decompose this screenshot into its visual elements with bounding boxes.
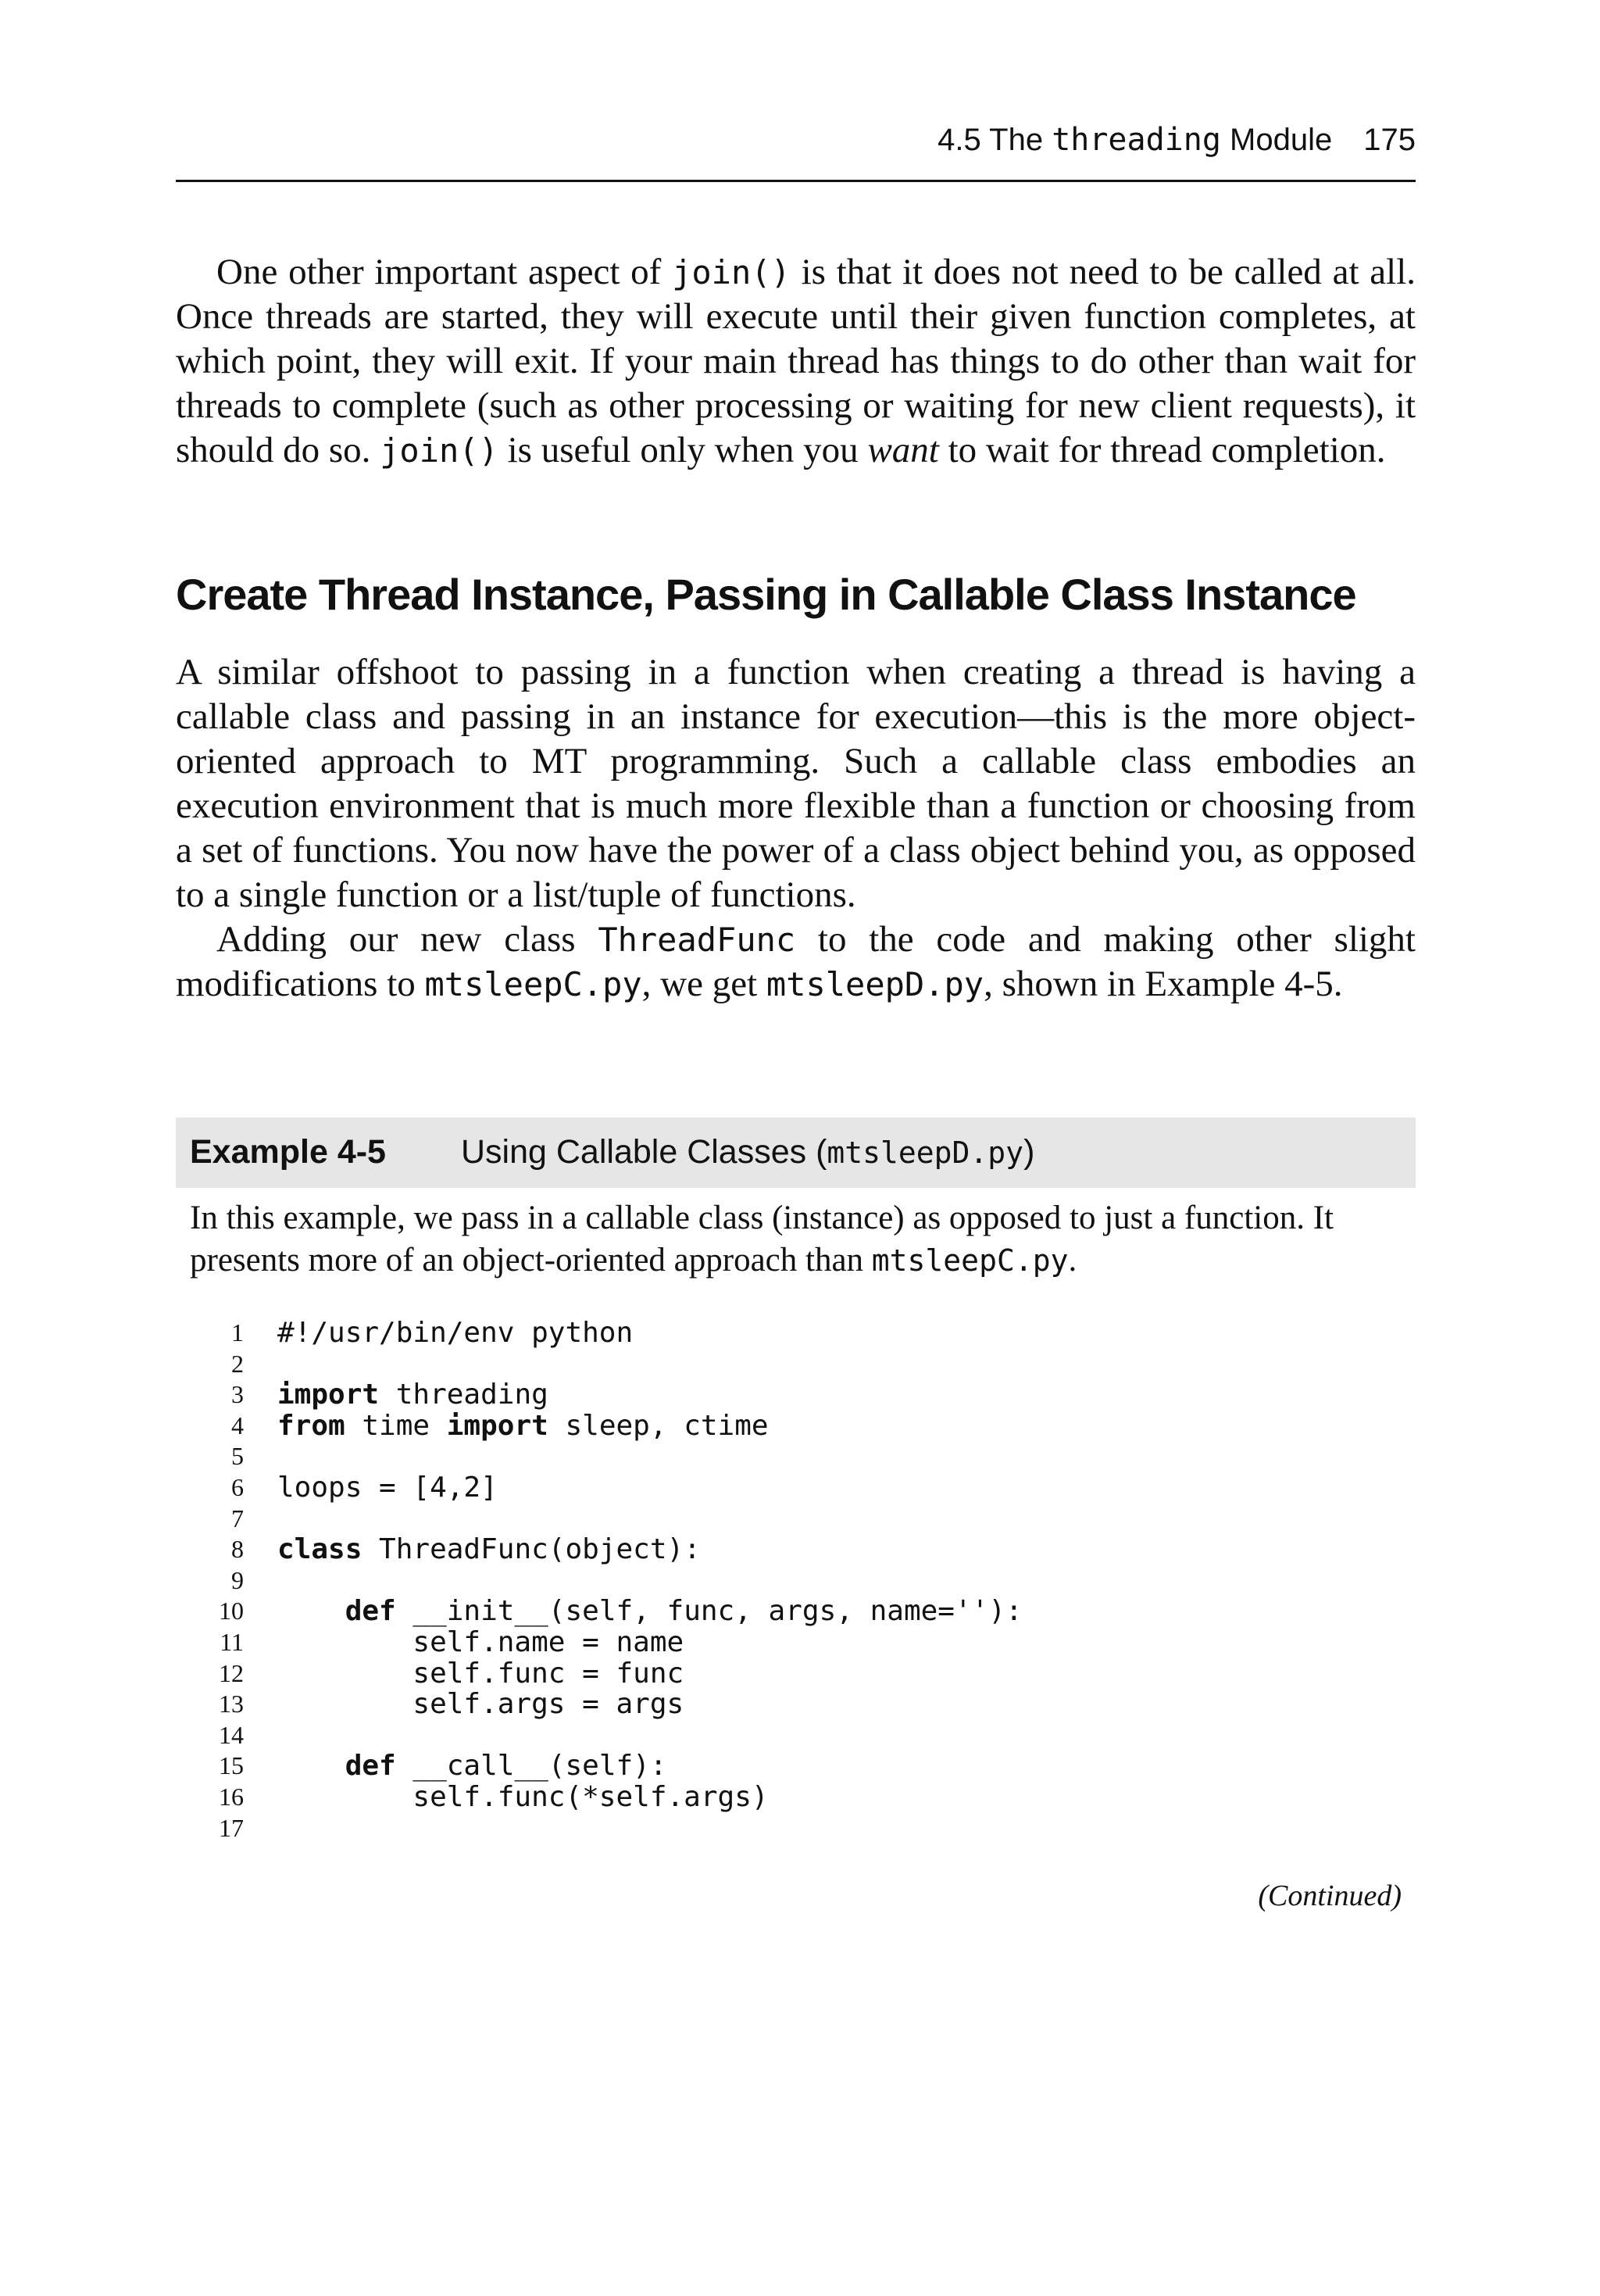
code-text — [277, 1318, 633, 1349]
code-text — [277, 1689, 684, 1720]
code-token: time — [345, 1409, 447, 1442]
line-number: 17 — [219, 1813, 244, 1842]
line-number: 10 — [219, 1597, 244, 1625]
line-number: 9 — [231, 1565, 244, 1594]
code-token: self.name = name — [277, 1625, 684, 1658]
code-line — [203, 1782, 1422, 1813]
code-text — [277, 1782, 769, 1813]
example-header — [176, 1118, 1416, 1188]
inline-code: join() — [672, 253, 791, 291]
section-heading: Create Thread Instance, Passing in Callable Class Instance — [176, 570, 1356, 619]
code-keyword: from — [277, 1409, 345, 1442]
code-line — [203, 1627, 1422, 1658]
emphasis: want — [867, 430, 939, 470]
inline-code: mtsleepD.py — [766, 965, 984, 1003]
paragraph-block — [176, 650, 1416, 1007]
code-line — [203, 1813, 1422, 1844]
inline-code: mtsleepC.py — [871, 1243, 1069, 1278]
code-token: #!/usr/bin/env python — [277, 1317, 634, 1349]
text: is useful only when you — [498, 430, 868, 470]
code-token: sleep, ctime — [548, 1409, 769, 1442]
code-token: self.func(*self.args) — [277, 1780, 769, 1813]
code-line — [203, 1472, 1422, 1504]
text: One other important aspect of — [216, 252, 673, 292]
code-keyword: def — [345, 1595, 396, 1628]
line-number: 15 — [219, 1751, 244, 1780]
inline-code: join() — [380, 431, 498, 470]
line-number: 4 — [231, 1411, 244, 1439]
code-line — [203, 1411, 1422, 1442]
text: to the code and making other slight modifications to — [176, 919, 1416, 1004]
code-line — [203, 1504, 1422, 1535]
inline-code: mtsleepD.py — [827, 1135, 1024, 1170]
line-number: 2 — [231, 1349, 244, 1378]
code-line — [203, 1441, 1422, 1472]
code-text — [277, 1751, 667, 1782]
example-title — [461, 1133, 1034, 1171]
text: to wait for thread completion. — [938, 430, 1386, 470]
code-text — [277, 1534, 701, 1565]
text: Adding our new class — [216, 919, 598, 960]
inline-code: mtsleepC.py — [424, 965, 642, 1003]
code-text — [277, 1411, 769, 1442]
line-number: 14 — [219, 1720, 244, 1749]
example-label: Example 4-5 — [190, 1133, 386, 1171]
code-line — [203, 1379, 1422, 1411]
code-token: ThreadFunc(object): — [362, 1533, 701, 1566]
code-line — [203, 1720, 1422, 1751]
text: , shown in Example 4-5. — [984, 964, 1343, 1004]
code-line — [203, 1596, 1422, 1627]
line-number: 6 — [231, 1472, 244, 1501]
code-text — [277, 1472, 498, 1504]
line-number: 8 — [231, 1535, 244, 1564]
line-number: 11 — [220, 1627, 244, 1656]
line-number: 13 — [219, 1690, 244, 1718]
running-head-text — [938, 122, 1416, 158]
code-listing — [203, 1318, 1422, 1844]
section-title: 4.5 The — [938, 123, 1052, 157]
line-number: 7 — [231, 1504, 244, 1532]
code-token: threading — [379, 1379, 548, 1411]
example-description — [190, 1197, 1409, 1282]
code-token — [277, 1595, 345, 1627]
paragraph-join — [176, 250, 1416, 473]
code-token: __call__(self): — [395, 1750, 667, 1783]
code-line — [203, 1689, 1422, 1720]
text: is that it does not need to be called at all. Once threads are started, they will execute until their given function completes, at which point, they will exit. If your main thread has things to do other than wait for threads to complete (such as other processing or waiting for new client requests), it should do so. — [176, 252, 1416, 470]
paragraph-callable: A similar offshoot to passing in a function when creating a thread is having a callable class and passing in an instance for execution—this is the more object-oriented approach to MT programming. Such a callable class embodies an execution environment that is much more flexible than a function or choosing from a set of functions. You now have the power of a class object behind you, as opposed to a single function or a list/tuple of functions. — [176, 652, 1416, 915]
code-line — [203, 1534, 1422, 1565]
code-token — [277, 1750, 345, 1782]
code-keyword: class — [277, 1533, 362, 1566]
code-keyword: import — [446, 1409, 548, 1442]
code-line — [203, 1751, 1422, 1782]
line-number: 12 — [219, 1658, 244, 1687]
paragraph — [176, 250, 1416, 473]
line-number: 3 — [231, 1380, 244, 1409]
header-rule — [176, 180, 1416, 182]
code-text — [277, 1596, 1023, 1627]
code-keyword: import — [277, 1379, 380, 1411]
paragraph-threadfunc — [176, 917, 1416, 1007]
code-line — [203, 1565, 1422, 1597]
code-token: __init__(self, func, args, name=''): — [395, 1595, 1023, 1628]
code-token: self.func = func — [277, 1657, 684, 1690]
text: In this example, we pass in a callable class (instance) as opposed to just a function. It presents more of an object-oriented approach than — [190, 1200, 1334, 1279]
running-head — [176, 116, 1416, 178]
continued-note: (Continued) — [1258, 1879, 1402, 1912]
code-token: loops = [4,2] — [277, 1471, 498, 1504]
code-line — [203, 1658, 1422, 1690]
text: ) — [1023, 1133, 1035, 1171]
text: . — [1068, 1242, 1077, 1279]
code-keyword: def — [345, 1750, 396, 1783]
line-number: 5 — [231, 1442, 244, 1471]
text: Using Callable Classes ( — [461, 1133, 827, 1171]
text: , we get — [641, 964, 766, 1004]
code-line — [203, 1349, 1422, 1380]
section-title-suffix: Module — [1220, 123, 1333, 157]
page-number: 175 — [1363, 123, 1416, 157]
code-text — [277, 1627, 684, 1658]
code-text — [277, 1379, 548, 1411]
section-title-code: threading — [1052, 122, 1221, 158]
code-text — [277, 1658, 684, 1690]
code-token: self.args = args — [277, 1688, 684, 1721]
inline-code: ThreadFunc — [598, 921, 796, 959]
line-number: 1 — [231, 1318, 244, 1346]
line-number: 16 — [219, 1782, 244, 1811]
code-line — [203, 1318, 1422, 1349]
